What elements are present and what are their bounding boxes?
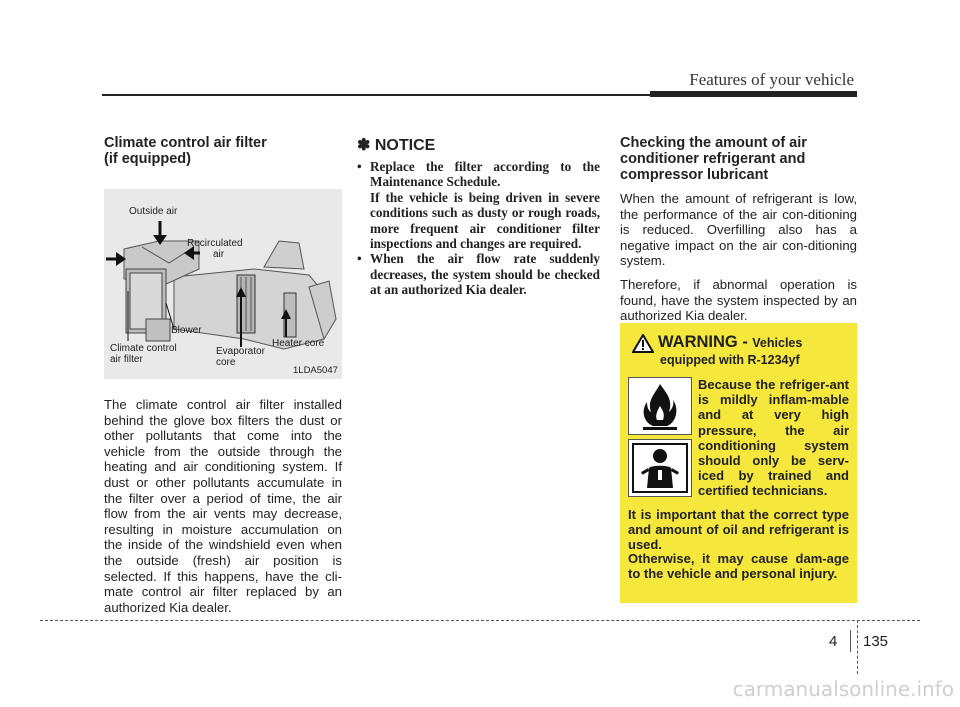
warning-text-oil: It is important that the correct type and amount of oil and refrigerant is used.	[628, 507, 849, 553]
air-filter-description: The climate control air filter installed behind the glove box filters the dust or other pollutants that come into the vehicle from the outside through the heating and air conditioning system. If dust or other pollutants accumulate in the filter over a period of time, the air flow from the air vents may decrease, resulting in moisture accumulation on the inside of the windshield even when the outside (fresh) air position is selected. If this happens, have the cli-mate control air filter replaced by an authorized Kia dealer.	[104, 397, 342, 615]
footer-rule	[40, 620, 920, 621]
label-blower: Blower	[171, 325, 202, 336]
page-number: 135	[863, 633, 889, 650]
warning-title: WARNING -	[658, 333, 748, 351]
flame-icon	[628, 377, 692, 435]
label-climate-control-filter: Climate control air filter	[110, 343, 177, 365]
warning-box	[620, 323, 857, 603]
footer-vertical-rule	[857, 620, 858, 674]
warning-subtitle: equipped with R-1234yf	[660, 353, 800, 367]
refrigerant-paragraph-1: When the amount of refrigerant is low, the performance of the air con-ditioning is reduced. Overfilling also has a negative impact on the air con-ditioning system.	[620, 191, 857, 269]
notice-item: • Replace the filter according to the Maintenance Schedule. If the vehicle is being driven in severe conditions such as dusty or rough roads, more frequent air conditioner filter inspections and changes are required.	[357, 159, 600, 252]
label-evaporator-core: Evaporator core	[216, 346, 265, 368]
label-heater-core: Heater core	[272, 338, 325, 349]
running-header: Features of your vehicle	[689, 70, 854, 89]
technician-icon	[628, 439, 692, 497]
notice-list	[357, 159, 600, 298]
notice-column	[357, 135, 600, 298]
section-title-refrigerant: Checking the amount of air conditioner refrigerant and compressor lubricant	[620, 135, 807, 183]
warning-heading	[632, 333, 849, 353]
notice-heading	[357, 135, 600, 155]
section-title-air-filter: Climate control air filter (if equipped)	[104, 135, 267, 167]
chapter-number: 4	[829, 633, 838, 650]
header-rule-accent	[650, 91, 857, 97]
right-column	[620, 135, 857, 324]
page-number-divider	[850, 630, 851, 652]
label-outside-air: Outside air	[129, 206, 178, 217]
refrigerant-paragraph-2: Therefore, if abnormal operation is found, have the system inspected by an authorized Kia dealer.	[620, 276, 857, 324]
warning-text-damage: Otherwise, it may cause dam-age to the vehicle and personal injury.	[628, 551, 849, 582]
air-filter-diagram	[104, 189, 342, 379]
warning-title-vehicles: Vehicles	[752, 336, 803, 350]
left-column	[104, 135, 342, 615]
watermark: carmanualsonline.info	[732, 677, 954, 701]
notice-item: • When the air flow rate suddenly decreases, the system should be checked at an authorized Kia dealer.	[357, 251, 600, 298]
warning-icons	[628, 377, 692, 501]
warning-triangle-icon	[632, 334, 654, 353]
notice-symbol-icon: ✽	[357, 137, 371, 154]
notice-title: NOTICE	[374, 137, 436, 154]
label-recirculated-air: Recirculated air	[187, 238, 243, 260]
warning-text-refrigerant: Because the refriger-ant is mildly inflam-mable and at very high pressure, the air conditioning system should only be serv-iced by trained and certified technicians.	[698, 377, 849, 499]
figure-code: 1LDA5047	[293, 365, 338, 376]
